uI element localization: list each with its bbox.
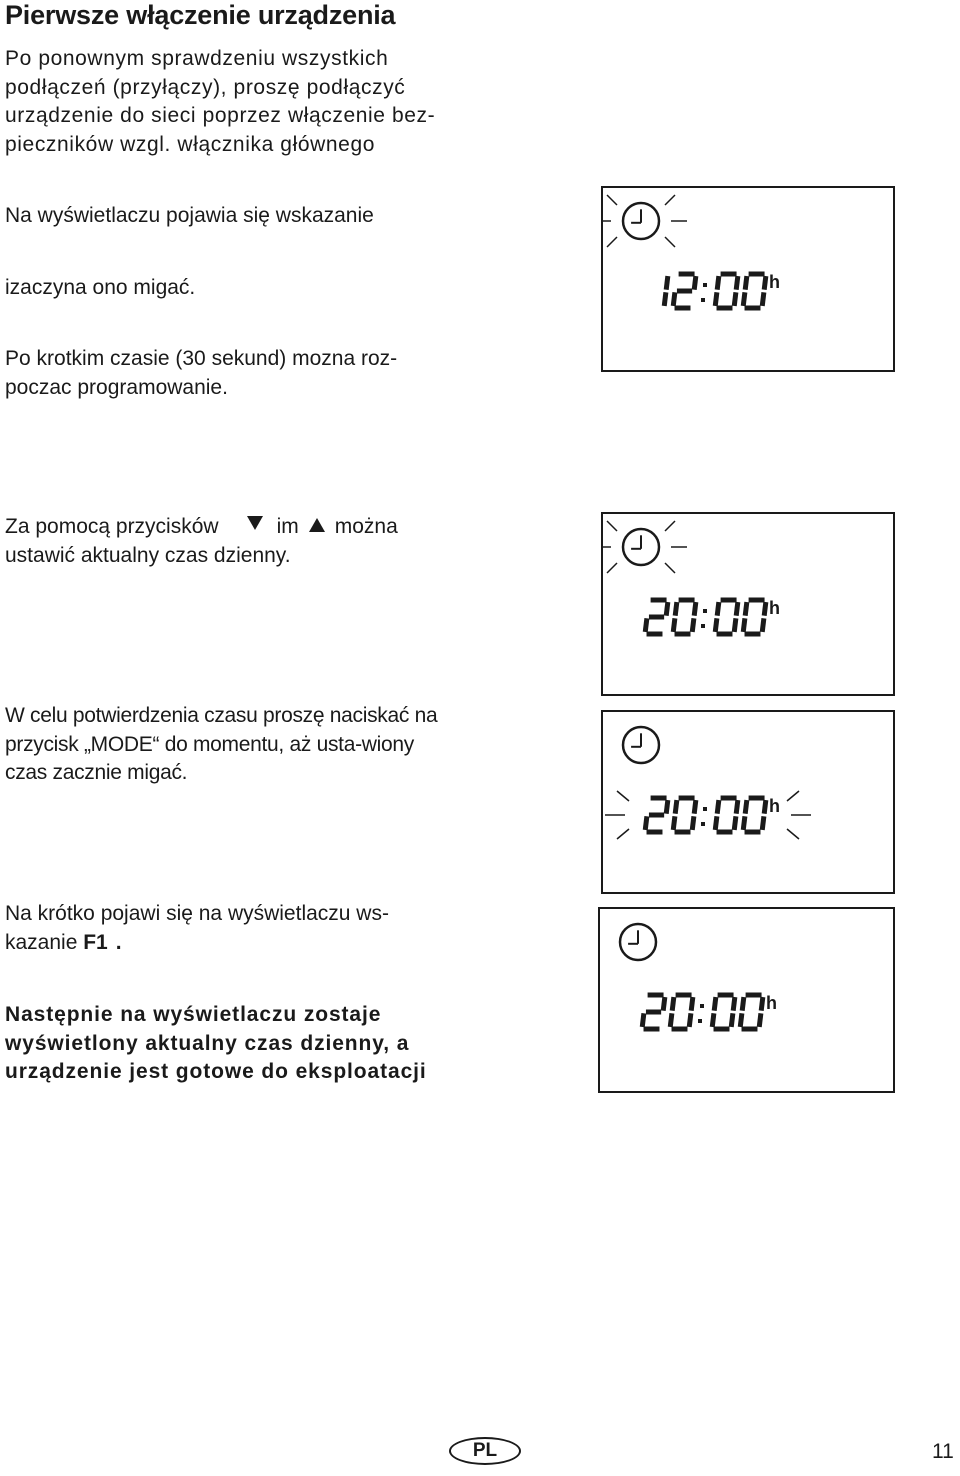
lcd-display-3 [601, 710, 895, 894]
lcd-display-2 [601, 512, 895, 696]
page-title: Pierwsze włączenie urządzenia [5, 0, 396, 30]
f1-text-a: Na krótko pojawi się na wyświetlaczu ws-kazanie [5, 902, 389, 954]
digit-0 [664, 276, 668, 306]
set-time-text-a: Za pomocą przycisków [5, 515, 219, 538]
paragraph-starts-blinking: izaczyna ono migać. [5, 276, 196, 299]
set-time-text-c: można [334, 515, 398, 538]
lcd-display-1 [601, 186, 895, 372]
digit-3 [715, 600, 738, 634]
paragraph-confirm-mode: W celu potwierdzenia czasu proszę naciskać na przycisk „MODE“ do momentu, aż usta-wiony czas zacznie migać. [5, 704, 438, 784]
hour-unit: h [766, 993, 777, 1013]
lcd-svg-2 [603, 514, 893, 694]
arrow-down-icon [247, 516, 263, 530]
colon [701, 283, 707, 302]
hour-unit: h [769, 598, 780, 618]
digit-1 [673, 600, 696, 634]
hour-unit: h [769, 272, 780, 292]
digit-1 [673, 274, 696, 308]
digit-1 [673, 798, 696, 832]
f1-code: F1 [83, 930, 108, 954]
digit-3 [715, 798, 738, 832]
clock-icon [620, 924, 656, 960]
digit-4 [743, 798, 766, 832]
paragraph-set-time [5, 513, 455, 570]
set-time-text-d: ustawić aktualny czas dzienny. [5, 543, 291, 567]
paragraph-power-on: Po ponownym sprawdzeniu wszystkich podłączeń (przyłączy), proszę podłączyć urządzenie do sieci poprzez włączenie bez-pieczników wzgl. włącznika głównego [5, 47, 436, 156]
digit-4 [743, 600, 766, 634]
paragraph-start-programming: Po krotkim czasie (30 sekund) mozna roz-poczac programowanie. [5, 347, 398, 399]
digit-3 [712, 995, 735, 1029]
digit-4 [743, 274, 766, 308]
lcd-svg-3 [603, 712, 893, 892]
digit-0 [645, 798, 668, 832]
clock-icon [623, 203, 659, 239]
digit-0 [645, 600, 668, 634]
arrow-up-icon [309, 518, 325, 532]
hour-unit: h [769, 796, 780, 816]
colon [701, 807, 707, 826]
clock-icon [623, 727, 659, 763]
set-time-text-b: im [276, 515, 299, 538]
digit-4 [740, 995, 763, 1029]
colon [701, 609, 707, 628]
f1-dot: . [115, 930, 122, 954]
language-badge: PL [449, 1437, 521, 1465]
digit-0 [642, 995, 665, 1029]
lcd-svg-1 [603, 188, 893, 370]
colon [698, 1004, 704, 1023]
time-blink-rays-icon [605, 791, 811, 839]
page-number: 11 [932, 1440, 954, 1463]
digit-3 [715, 274, 738, 308]
paragraph-display-shows: Na wyświetlaczu pojawia się wskazanie [5, 204, 374, 227]
paragraph-ready: Następnie na wyświetlaczu zostaje wyświetlony aktualny czas dzienny, a urządzenie jest gotowe do eksploatacji [5, 1003, 427, 1083]
clock-icon [623, 529, 659, 565]
lcd-svg-4 [600, 909, 893, 1091]
paragraph-f1 [5, 900, 455, 957]
lcd-display-4 [598, 907, 895, 1093]
digit-1 [670, 995, 693, 1029]
